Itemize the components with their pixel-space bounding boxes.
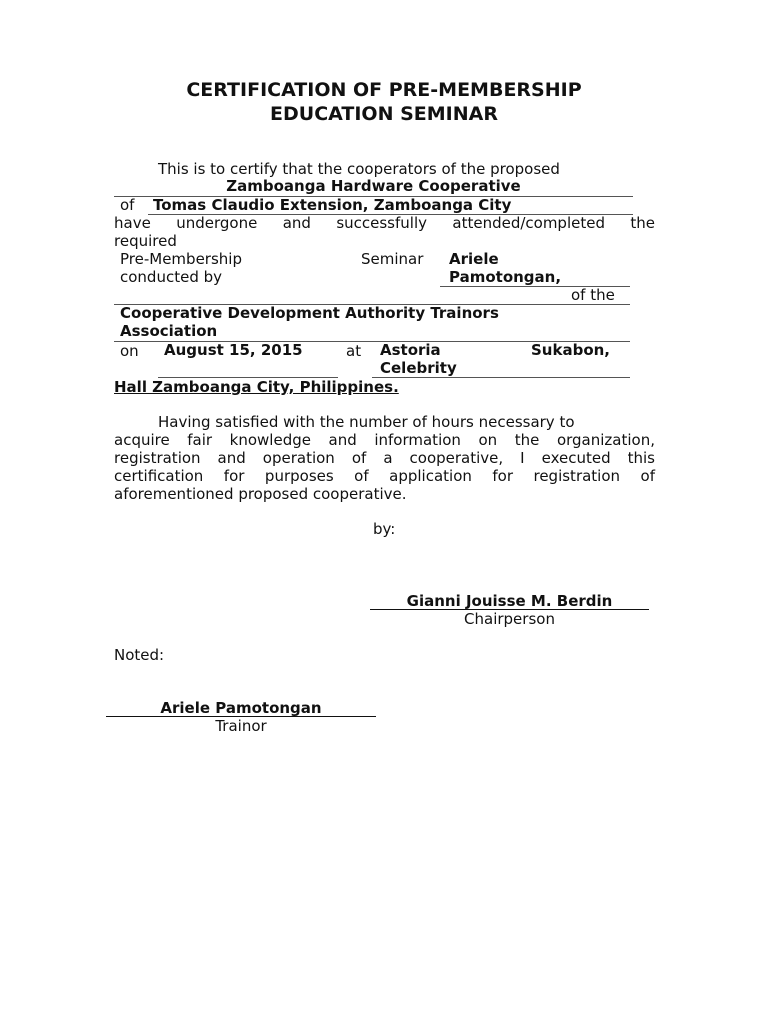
seminar-label: Seminar [361, 250, 424, 268]
certify-intro: This is to certify that the cooperators of the proposed [158, 160, 560, 178]
undergone-line-1: have undergone and successfully attended/completed the [114, 214, 655, 232]
coop-address: Tomas Claudio Extension, Zamboanga City [153, 196, 512, 214]
body-line-4: certification for purposes of application for registration of [114, 467, 655, 485]
of-the-label: of the [571, 286, 615, 304]
trainor-name: Ariele Pamotongan [160, 699, 322, 717]
body-line-1: Having satisfied with the number of hours necessary to [158, 413, 575, 431]
org-name-line-2: Association [120, 322, 218, 340]
at-label: at [346, 342, 362, 360]
venue-part-1: Astoria [380, 341, 441, 359]
org-name-line-1: Cooperative Development Authority Trainors [120, 304, 499, 322]
venue-part-3: Celebrity [380, 359, 457, 377]
venue-part-2: Sukabon, [531, 341, 610, 359]
coop-name: Zamboanga Hardware Cooperative [226, 177, 521, 195]
undergone-line-2: required [114, 232, 177, 250]
by-label: by: [373, 520, 396, 538]
of-label: of [120, 196, 135, 214]
document-title-line-1: CERTIFICATION OF PRE-MEMBERSHIP [186, 79, 582, 101]
signatory-name: Gianni Jouisse M. Berdin [406, 592, 613, 610]
trainer-name-part-1: Ariele [449, 250, 499, 268]
conducted-by-label: conducted by [120, 268, 223, 286]
trainer-name-part-2: Pamotongan, [449, 268, 562, 286]
body-line-3: registration and operation of a cooperative, I executed this [114, 449, 655, 467]
signatory-role: Chairperson [464, 610, 555, 628]
venue-underline [372, 377, 630, 378]
document-title-line-2: EDUCATION SEMINAR [270, 103, 498, 125]
seminar-date: August 15, 2015 [164, 341, 303, 359]
body-line-5: aforementioned proposed cooperative. [114, 485, 407, 503]
pre-membership-label: Pre-Membership [120, 250, 242, 268]
noted-label: Noted: [114, 646, 165, 664]
on-label: on [120, 342, 139, 360]
trainor-role: Trainor [215, 717, 267, 735]
body-line-2: acquire fair knowledge and information on the organization, [114, 431, 655, 449]
venue-part-4: Hall Zamboanga City, Philippines. [114, 378, 399, 396]
